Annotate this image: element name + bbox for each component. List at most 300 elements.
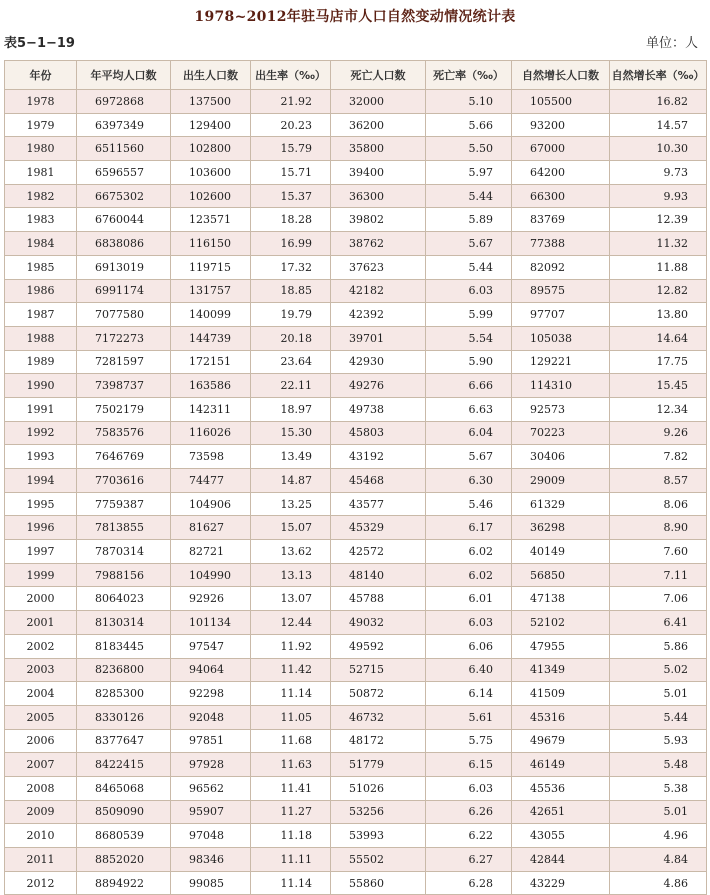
table-row xyxy=(5,326,707,350)
avg-population-cell: 8465068 xyxy=(77,776,171,800)
table-row xyxy=(5,137,707,161)
death-rate-cell: 5.50 xyxy=(426,137,512,161)
deaths-cell: 51026 xyxy=(331,776,426,800)
natural-increase-cell: 47955 xyxy=(512,634,610,658)
natural-increase-cell: 67000 xyxy=(512,137,610,161)
birth-rate-cell: 11.05 xyxy=(251,705,331,729)
avg-population-cell: 6913019 xyxy=(77,255,171,279)
death-rate-cell: 6.02 xyxy=(426,563,512,587)
natural-increase-cell: 29009 xyxy=(512,469,610,493)
avg-population-cell: 8852020 xyxy=(77,848,171,872)
natural-increase-rate-cell: 17.75 xyxy=(610,350,707,374)
table-row xyxy=(5,871,707,895)
natural-increase-cell: 45316 xyxy=(512,705,610,729)
birth-rate-cell: 11.68 xyxy=(251,729,331,753)
year-cell: 1984 xyxy=(5,232,77,256)
birth-rate-cell: 13.62 xyxy=(251,540,331,564)
year-cell: 1995 xyxy=(5,492,77,516)
death-rate-cell: 6.06 xyxy=(426,634,512,658)
header-deaths: 死亡人口数 xyxy=(331,61,426,90)
header-year: 年份 xyxy=(5,61,77,90)
year-cell: 1997 xyxy=(5,540,77,564)
year-cell: 2010 xyxy=(5,824,77,848)
death-rate-cell: 6.30 xyxy=(426,469,512,493)
natural-increase-rate-cell: 10.30 xyxy=(610,137,707,161)
deaths-cell: 49032 xyxy=(331,611,426,635)
birth-rate-cell: 11.14 xyxy=(251,871,331,895)
avg-population-cell: 6675302 xyxy=(77,184,171,208)
deaths-cell: 51779 xyxy=(331,753,426,777)
death-rate-cell: 6.03 xyxy=(426,279,512,303)
avg-population-cell: 6972868 xyxy=(77,90,171,114)
deaths-cell: 49276 xyxy=(331,374,426,398)
deaths-cell: 38762 xyxy=(331,232,426,256)
year-cell: 2008 xyxy=(5,776,77,800)
death-rate-cell: 5.44 xyxy=(426,184,512,208)
year-cell: 2004 xyxy=(5,682,77,706)
birth-rate-cell: 11.42 xyxy=(251,658,331,682)
natural-increase-cell: 46149 xyxy=(512,753,610,777)
natural-increase-rate-cell: 11.88 xyxy=(610,255,707,279)
avg-population-cell: 8183445 xyxy=(77,634,171,658)
birth-rate-cell: 15.07 xyxy=(251,516,331,540)
natural-increase-cell: 114310 xyxy=(512,374,610,398)
deaths-cell: 53256 xyxy=(331,800,426,824)
year-cell: 2000 xyxy=(5,587,77,611)
year-cell: 1987 xyxy=(5,303,77,327)
death-rate-cell: 5.67 xyxy=(426,445,512,469)
header-birth-rate: 出生率（‰） xyxy=(251,61,331,90)
year-cell: 2006 xyxy=(5,729,77,753)
births-cell: 131757 xyxy=(171,279,251,303)
header-natural-increase: 自然增长人口数 xyxy=(512,61,610,90)
birth-rate-cell: 13.07 xyxy=(251,587,331,611)
deaths-cell: 43577 xyxy=(331,492,426,516)
natural-increase-rate-cell: 15.45 xyxy=(610,374,707,398)
table-row xyxy=(5,776,707,800)
birth-rate-cell: 17.32 xyxy=(251,255,331,279)
natural-increase-cell: 77388 xyxy=(512,232,610,256)
table-row xyxy=(5,184,707,208)
birth-rate-cell: 20.23 xyxy=(251,113,331,137)
avg-population-cell: 8236800 xyxy=(77,658,171,682)
births-cell: 73598 xyxy=(171,445,251,469)
natural-increase-rate-cell: 8.57 xyxy=(610,469,707,493)
deaths-cell: 35800 xyxy=(331,137,426,161)
natural-increase-cell: 41349 xyxy=(512,658,610,682)
births-cell: 81627 xyxy=(171,516,251,540)
deaths-cell: 48140 xyxy=(331,563,426,587)
births-cell: 116026 xyxy=(171,421,251,445)
avg-population-cell: 6397349 xyxy=(77,113,171,137)
births-cell: 116150 xyxy=(171,232,251,256)
natural-increase-rate-cell: 14.57 xyxy=(610,113,707,137)
births-cell: 97928 xyxy=(171,753,251,777)
table-row xyxy=(5,658,707,682)
births-cell: 104906 xyxy=(171,492,251,516)
avg-population-cell: 8509090 xyxy=(77,800,171,824)
natural-increase-cell: 42844 xyxy=(512,848,610,872)
births-cell: 95907 xyxy=(171,800,251,824)
natural-increase-cell: 30406 xyxy=(512,445,610,469)
death-rate-cell: 5.90 xyxy=(426,350,512,374)
table-row xyxy=(5,350,707,374)
table-row xyxy=(5,397,707,421)
deaths-cell: 49592 xyxy=(331,634,426,658)
natural-increase-cell: 64200 xyxy=(512,161,610,185)
deaths-cell: 45788 xyxy=(331,587,426,611)
avg-population-cell: 6838086 xyxy=(77,232,171,256)
death-rate-cell: 6.03 xyxy=(426,611,512,635)
avg-population-cell: 7759387 xyxy=(77,492,171,516)
table-row xyxy=(5,563,707,587)
birth-rate-cell: 15.30 xyxy=(251,421,331,445)
table-row xyxy=(5,90,707,114)
table-row xyxy=(5,374,707,398)
natural-increase-rate-cell: 9.93 xyxy=(610,184,707,208)
natural-increase-cell: 83769 xyxy=(512,208,610,232)
births-cell: 92048 xyxy=(171,705,251,729)
natural-increase-cell: 43055 xyxy=(512,824,610,848)
table-row xyxy=(5,800,707,824)
deaths-cell: 42182 xyxy=(331,279,426,303)
avg-population-cell: 7583576 xyxy=(77,421,171,445)
table-row xyxy=(5,161,707,185)
natural-increase-rate-cell: 5.86 xyxy=(610,634,707,658)
birth-rate-cell: 11.92 xyxy=(251,634,331,658)
birth-rate-cell: 13.49 xyxy=(251,445,331,469)
deaths-cell: 49738 xyxy=(331,397,426,421)
year-cell: 1985 xyxy=(5,255,77,279)
birth-rate-cell: 21.92 xyxy=(251,90,331,114)
death-rate-cell: 5.89 xyxy=(426,208,512,232)
natural-increase-rate-cell: 4.96 xyxy=(610,824,707,848)
death-rate-cell: 5.66 xyxy=(426,113,512,137)
year-cell: 2002 xyxy=(5,634,77,658)
birth-rate-cell: 16.99 xyxy=(251,232,331,256)
birth-rate-cell: 11.63 xyxy=(251,753,331,777)
header-row xyxy=(5,61,707,90)
natural-increase-cell: 93200 xyxy=(512,113,610,137)
table-row xyxy=(5,848,707,872)
deaths-cell: 39400 xyxy=(331,161,426,185)
year-cell: 1993 xyxy=(5,445,77,469)
natural-increase-cell: 40149 xyxy=(512,540,610,564)
death-rate-cell: 6.66 xyxy=(426,374,512,398)
year-cell: 1980 xyxy=(5,137,77,161)
natural-increase-rate-cell: 14.64 xyxy=(610,326,707,350)
deaths-cell: 42930 xyxy=(331,350,426,374)
birth-rate-cell: 11.18 xyxy=(251,824,331,848)
birth-rate-cell: 18.85 xyxy=(251,279,331,303)
avg-population-cell: 6596557 xyxy=(77,161,171,185)
deaths-cell: 46732 xyxy=(331,705,426,729)
birth-rate-cell: 13.25 xyxy=(251,492,331,516)
death-rate-cell: 6.15 xyxy=(426,753,512,777)
year-cell: 2012 xyxy=(5,871,77,895)
avg-population-cell: 8422415 xyxy=(77,753,171,777)
births-cell: 101134 xyxy=(171,611,251,635)
birth-rate-cell: 18.97 xyxy=(251,397,331,421)
header-death-rate: 死亡率（‰） xyxy=(426,61,512,90)
birth-rate-cell: 11.11 xyxy=(251,848,331,872)
natural-increase-rate-cell: 7.60 xyxy=(610,540,707,564)
avg-population-cell: 7646769 xyxy=(77,445,171,469)
year-cell: 1986 xyxy=(5,279,77,303)
natural-increase-cell: 82092 xyxy=(512,255,610,279)
natural-increase-rate-cell: 16.82 xyxy=(610,90,707,114)
natural-increase-cell: 105500 xyxy=(512,90,610,114)
deaths-cell: 42572 xyxy=(331,540,426,564)
table-row xyxy=(5,445,707,469)
births-cell: 123571 xyxy=(171,208,251,232)
death-rate-cell: 6.40 xyxy=(426,658,512,682)
births-cell: 96562 xyxy=(171,776,251,800)
birth-rate-cell: 14.87 xyxy=(251,469,331,493)
table-row xyxy=(5,421,707,445)
deaths-cell: 53993 xyxy=(331,824,426,848)
deaths-cell: 55860 xyxy=(331,871,426,895)
header-births: 出生人口数 xyxy=(171,61,251,90)
table-row xyxy=(5,303,707,327)
deaths-cell: 39701 xyxy=(331,326,426,350)
year-cell: 1981 xyxy=(5,161,77,185)
birth-rate-cell: 15.71 xyxy=(251,161,331,185)
avg-population-cell: 8285300 xyxy=(77,682,171,706)
population-table xyxy=(4,60,707,895)
deaths-cell: 39802 xyxy=(331,208,426,232)
birth-rate-cell: 11.14 xyxy=(251,682,331,706)
death-rate-cell: 6.63 xyxy=(426,397,512,421)
deaths-cell: 32000 xyxy=(331,90,426,114)
year-cell: 1996 xyxy=(5,516,77,540)
table-row xyxy=(5,113,707,137)
natural-increase-rate-cell: 7.11 xyxy=(610,563,707,587)
natural-increase-rate-cell: 9.73 xyxy=(610,161,707,185)
deaths-cell: 45803 xyxy=(331,421,426,445)
deaths-cell: 48172 xyxy=(331,729,426,753)
year-cell: 2009 xyxy=(5,800,77,824)
birth-rate-cell: 20.18 xyxy=(251,326,331,350)
year-cell: 2005 xyxy=(5,705,77,729)
deaths-cell: 43192 xyxy=(331,445,426,469)
avg-population-cell: 8377647 xyxy=(77,729,171,753)
births-cell: 97048 xyxy=(171,824,251,848)
table-title: 1978~2012年驻马店市人口自然变动情况统计表 xyxy=(194,9,516,25)
death-rate-cell: 6.14 xyxy=(426,682,512,706)
avg-population-cell: 8064023 xyxy=(77,587,171,611)
natural-increase-rate-cell: 12.34 xyxy=(610,397,707,421)
table-row xyxy=(5,232,707,256)
natural-increase-cell: 49679 xyxy=(512,729,610,753)
death-rate-cell: 6.17 xyxy=(426,516,512,540)
avg-population-cell: 7281597 xyxy=(77,350,171,374)
table-row xyxy=(5,587,707,611)
natural-increase-cell: 92573 xyxy=(512,397,610,421)
natural-increase-cell: 43229 xyxy=(512,871,610,895)
death-rate-cell: 5.44 xyxy=(426,255,512,279)
natural-increase-rate-cell: 5.01 xyxy=(610,800,707,824)
table-row xyxy=(5,824,707,848)
natural-increase-rate-cell: 5.48 xyxy=(610,753,707,777)
avg-population-cell: 8130314 xyxy=(77,611,171,635)
avg-population-cell: 7813855 xyxy=(77,516,171,540)
avg-population-cell: 7703616 xyxy=(77,469,171,493)
births-cell: 103600 xyxy=(171,161,251,185)
year-cell: 2007 xyxy=(5,753,77,777)
natural-increase-rate-cell: 5.93 xyxy=(610,729,707,753)
natural-increase-rate-cell: 8.06 xyxy=(610,492,707,516)
avg-population-cell: 7172273 xyxy=(77,326,171,350)
table-row xyxy=(5,611,707,635)
table-row xyxy=(5,492,707,516)
table-row xyxy=(5,279,707,303)
avg-population-cell: 8330126 xyxy=(77,705,171,729)
avg-population-cell: 6991174 xyxy=(77,279,171,303)
header-avg-population: 年平均人口数 xyxy=(77,61,171,90)
death-rate-cell: 6.01 xyxy=(426,587,512,611)
death-rate-cell: 6.03 xyxy=(426,776,512,800)
avg-population-cell: 7077580 xyxy=(77,303,171,327)
natural-increase-rate-cell: 11.32 xyxy=(610,232,707,256)
natural-increase-rate-cell: 6.41 xyxy=(610,611,707,635)
births-cell: 119715 xyxy=(171,255,251,279)
avg-population-cell: 7398737 xyxy=(77,374,171,398)
natural-increase-rate-cell: 4.86 xyxy=(610,871,707,895)
year-cell: 1982 xyxy=(5,184,77,208)
natural-increase-cell: 89575 xyxy=(512,279,610,303)
table-code: 表5−1−19 xyxy=(4,36,75,51)
births-cell: 97851 xyxy=(171,729,251,753)
birth-rate-cell: 13.13 xyxy=(251,563,331,587)
deaths-cell: 36200 xyxy=(331,113,426,137)
natural-increase-rate-cell: 5.02 xyxy=(610,658,707,682)
header-natural-increase-rate: 自然增长率（‰） xyxy=(610,61,707,90)
births-cell: 74477 xyxy=(171,469,251,493)
natural-increase-cell: 70223 xyxy=(512,421,610,445)
natural-increase-cell: 41509 xyxy=(512,682,610,706)
births-cell: 137500 xyxy=(171,90,251,114)
birth-rate-cell: 15.79 xyxy=(251,137,331,161)
natural-increase-rate-cell: 9.26 xyxy=(610,421,707,445)
table-row xyxy=(5,540,707,564)
death-rate-cell: 5.99 xyxy=(426,303,512,327)
death-rate-cell: 5.54 xyxy=(426,326,512,350)
deaths-cell: 42392 xyxy=(331,303,426,327)
death-rate-cell: 6.02 xyxy=(426,540,512,564)
year-cell: 2003 xyxy=(5,658,77,682)
birth-rate-cell: 22.11 xyxy=(251,374,331,398)
birth-rate-cell: 23.64 xyxy=(251,350,331,374)
births-cell: 92926 xyxy=(171,587,251,611)
table-row xyxy=(5,705,707,729)
year-cell: 1978 xyxy=(5,90,77,114)
births-cell: 129400 xyxy=(171,113,251,137)
year-cell: 1992 xyxy=(5,421,77,445)
births-cell: 142311 xyxy=(171,397,251,421)
avg-population-cell: 7870314 xyxy=(77,540,171,564)
year-cell: 1999 xyxy=(5,563,77,587)
births-cell: 140099 xyxy=(171,303,251,327)
natural-increase-rate-cell: 8.90 xyxy=(610,516,707,540)
deaths-cell: 36300 xyxy=(331,184,426,208)
births-cell: 104990 xyxy=(171,563,251,587)
deaths-cell: 37623 xyxy=(331,255,426,279)
table-row xyxy=(5,255,707,279)
avg-population-cell: 6511560 xyxy=(77,137,171,161)
births-cell: 99085 xyxy=(171,871,251,895)
births-cell: 97547 xyxy=(171,634,251,658)
year-cell: 1983 xyxy=(5,208,77,232)
births-cell: 82721 xyxy=(171,540,251,564)
births-cell: 92298 xyxy=(171,682,251,706)
death-rate-cell: 6.26 xyxy=(426,800,512,824)
birth-rate-cell: 19.79 xyxy=(251,303,331,327)
death-rate-cell: 6.22 xyxy=(426,824,512,848)
births-cell: 144739 xyxy=(171,326,251,350)
death-rate-cell: 5.61 xyxy=(426,705,512,729)
birth-rate-cell: 15.37 xyxy=(251,184,331,208)
natural-increase-cell: 129221 xyxy=(512,350,610,374)
births-cell: 172151 xyxy=(171,350,251,374)
natural-increase-cell: 66300 xyxy=(512,184,610,208)
year-cell: 2011 xyxy=(5,848,77,872)
birth-rate-cell: 18.28 xyxy=(251,208,331,232)
natural-increase-cell: 45536 xyxy=(512,776,610,800)
natural-increase-cell: 56850 xyxy=(512,563,610,587)
births-cell: 102600 xyxy=(171,184,251,208)
birth-rate-cell: 12.44 xyxy=(251,611,331,635)
natural-increase-cell: 61329 xyxy=(512,492,610,516)
births-cell: 102800 xyxy=(171,137,251,161)
natural-increase-cell: 105038 xyxy=(512,326,610,350)
natural-increase-rate-cell: 7.06 xyxy=(610,587,707,611)
year-cell: 1988 xyxy=(5,326,77,350)
year-cell: 1994 xyxy=(5,469,77,493)
deaths-cell: 55502 xyxy=(331,848,426,872)
natural-increase-rate-cell: 5.38 xyxy=(610,776,707,800)
table-row xyxy=(5,208,707,232)
death-rate-cell: 5.10 xyxy=(426,90,512,114)
death-rate-cell: 5.46 xyxy=(426,492,512,516)
natural-increase-rate-cell: 4.84 xyxy=(610,848,707,872)
unit-label: 单位：人 xyxy=(645,36,698,51)
avg-population-cell: 7502179 xyxy=(77,397,171,421)
avg-population-cell: 6760044 xyxy=(77,208,171,232)
death-rate-cell: 5.97 xyxy=(426,161,512,185)
table-body xyxy=(5,90,707,895)
natural-increase-cell: 42651 xyxy=(512,800,610,824)
birth-rate-cell: 11.27 xyxy=(251,800,331,824)
deaths-cell: 45468 xyxy=(331,469,426,493)
table-row xyxy=(5,729,707,753)
death-rate-cell: 6.28 xyxy=(426,871,512,895)
table-row xyxy=(5,634,707,658)
year-cell: 2001 xyxy=(5,611,77,635)
year-cell: 1991 xyxy=(5,397,77,421)
natural-increase-rate-cell: 5.01 xyxy=(610,682,707,706)
natural-increase-cell: 52102 xyxy=(512,611,610,635)
avg-population-cell: 8680539 xyxy=(77,824,171,848)
year-cell: 1979 xyxy=(5,113,77,137)
death-rate-cell: 6.27 xyxy=(426,848,512,872)
natural-increase-rate-cell: 7.82 xyxy=(610,445,707,469)
natural-increase-rate-cell: 13.80 xyxy=(610,303,707,327)
deaths-cell: 45329 xyxy=(331,516,426,540)
births-cell: 98346 xyxy=(171,848,251,872)
table-row xyxy=(5,753,707,777)
birth-rate-cell: 11.41 xyxy=(251,776,331,800)
